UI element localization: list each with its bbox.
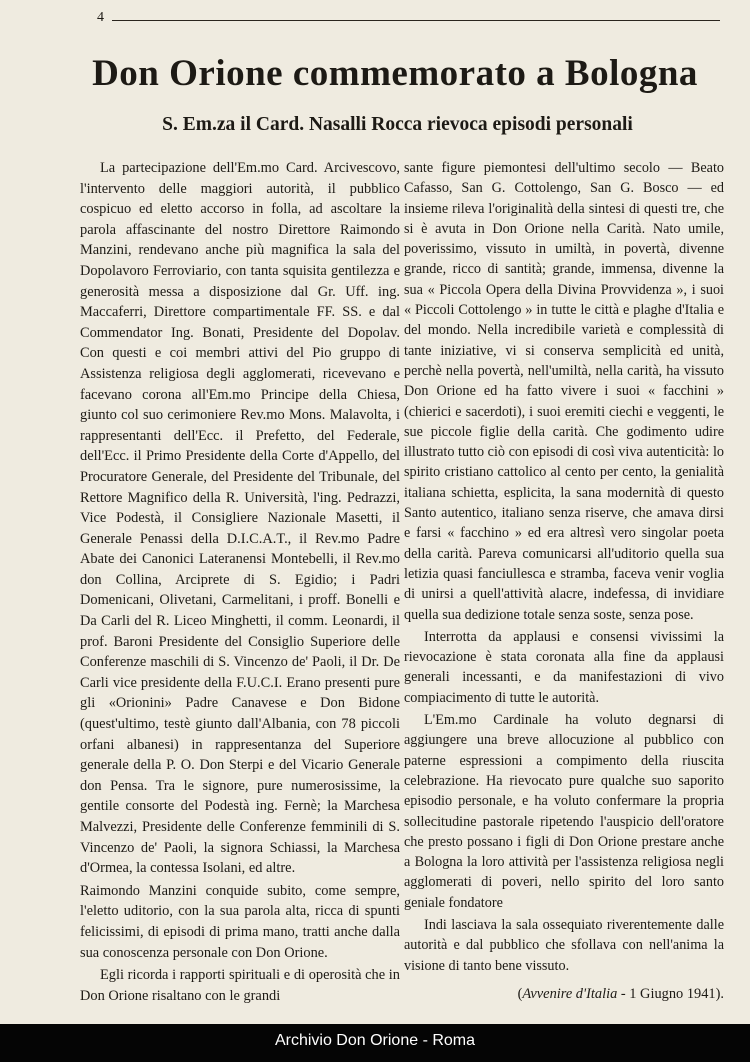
- paragraph: sante figure piemontesi dell'ultimo secolo — Beato Cafasso, San G. Cottolengo, San G. Bosco — ed insieme rileva l'originalità della sintesi di questi tre, che si è avuta in Don Orione nella Carità. Nato umile, poverissimo, vissuto in umiltà, in povertà, divenne grande, ricco di santità; grande, immensa, divenne la sua « Piccola Opera della Divina Provvidenza », i suoi « Piccoli Cottolengo » in tutte le città e plaghe d'Italia e del mondo. Nella incredibile varietà e complessità di tante iniziative, vi si conserva semplicità ed unità, perchè nella povertà, nell'umiltà, nella carità, ha vissuto Don Orione ed ha fatto vivere i suoi « facchini » (chierici e sacerdoti), i suoi eremiti ciechi e veggenti, le sue piccole figlie della carità. Che godimento udire illustrato tutto ciò con episodi di così viva autenticità: lo spirito cristiano cattolico al cento per cento, la genialità italiana schietta, esplicita, la sana modernità di questo Santo autentico, italiano senza riserve, che amava dirsi e farsi « facchino » ed era altresì vero singolar poeta della carità. Pareva comunicarsi all'uditorio quella sua letizia quasi fanciullesca e stramba, faceva venir voglia di unirsi a quell'attività alacre, indefessa, di invidiare quella sua dedizione totale senza soste, senza pose.: [404, 160, 724, 623]
- paragraph: Egli ricorda i rapporti spirituali e di operosità che in Don Orione risaltano con le grandi: [80, 967, 400, 1004]
- paragraph: La partecipazione dell'Em.mo Card. Arcivescovo, l'intervento delle maggiori autorità, il pubblico cospicuo ed eletto accorso in folla, ad ascoltare la parola affascinante del nostro Direttore Raimondo Manzini, rendevano anche più magnifica la sala del Dopolavoro Ferroviario, con tanta squisita gentilezza e generosità messa a disposizione dal Gr. Uff. ing. Maccaferri, Direttore compartimentale FF. SS. e dal Commendator Ing. Bonati, Presidente del Dopolav. Con questi e coi membri attivi del Pio gruppo di Assistenza religiosa degli agglomerati, ricevevano e facevano corona all'Em.mo Principe della Chiesa, giunto col suo cerimoniere Rev.mo Mons. Malavolta, i rappresentanti dell'Ecc. il Prefetto, del Federale, dell'Ecc. il Primo Presidente della Corte d'Appello, del Procuratore Generale, del Presidente del Tribunale, del Rettore Magnifico della R. Università, l'ing. Pedrazzi, Vice Podestà, il Consigliere Nazionale Masetti, il Generale Penassi della D.I.C.A.T., il Rev.mo Padre Abate dei Canonici Lateranensi Montebelli, il Rev.mo don Collina, Arciprete di S. Egidio; i Padri Domenicani, Olivetani, Carmelitani, i proff. Bonelli e Da Carli del R. Liceo Minghetti, il comm. Leonardi, il prof. Baroni Presidente del Consiglio Superiore delle Conferenze maschili di S. Vincenzo de' Paoli, il Dr. De Carli vice presidente della F.U.C.I. Erano presenti pure gli «Orionini» Padre Canavese e Don Bidone (quest'ultimo, testè giunto dall'Albania, con 78 piccoli orfani albanesi) in rappresentanza del Superiore generale della P. O. Don Sterpi e del Vicario Generale don Pensa. Tra le signore, pure numerosissime, la gentile consorte del Podestà ing. Fernè; la Marchesa Malvezzi, Presidente delle Conferenze femminili di S. Vincenzo de' Paoli, la signora Schiassi, la Marchesa d'Ormea, la contessa Isolani, ed altre.: [80, 160, 400, 877]
- source-date: - 1 Giugno 1941: [620, 985, 716, 1002]
- paragraph: Interrotta da applausi e consensi vivissimi la rievocazione è stata coronata alla fine da applausi generali incessanti, e da manifestazioni di vivo compiacimento di tutte le autorità.: [404, 628, 724, 706]
- paragraph: L'Em.mo Cardinale ha voluto degnarsi di aggiungere una breve allocuzione al pubblico con paterne espressioni a compimento della riuscita celebrazione. Ha rievocato pure qualche suo saporito episodio personale, e ha voluto confermare la propria sollecitudine pastorale ripetendo l'auspicio dell'oratore che presto possano i figli di Don Orione prestare anche a Bologna la loro attività per l'assistenza religiosa negli agglomerati di poveri, nello spirito del loro santo geniale fondatore: [404, 712, 724, 911]
- header-rule: [112, 20, 720, 21]
- article-source: (Avvenire d'Italia - 1 Giugno 1941).: [517, 985, 724, 1002]
- article-subtitle: S. Em.za il Card. Nasalli Rocca rievoca episodi personali: [162, 114, 633, 135]
- article-column-right: [404, 158, 724, 1004]
- page-number: 4: [97, 10, 104, 25]
- archive-footer: Archivio Don Orione - Roma: [0, 1024, 750, 1062]
- paragraph: Indi lasciava la sala ossequiato riverentemente dalle autorità e dal pubblico che sfollava con nell'anima la visione di tanto bene vissuto.: [404, 916, 724, 974]
- article-column-left: [80, 158, 400, 1006]
- source-name: Avvenire d'Italia: [522, 985, 618, 1002]
- article-title: Don Orione commemorato a Bologna: [92, 53, 698, 94]
- paragraph: Raimondo Manzini conquide subito, come sempre, l'eletto uditorio, con la sua parola alta, ricca di spunti felicissimi, di episodi di prima mano, tratti anche dalla sua conoscenza personale con Don Orione.: [80, 882, 400, 961]
